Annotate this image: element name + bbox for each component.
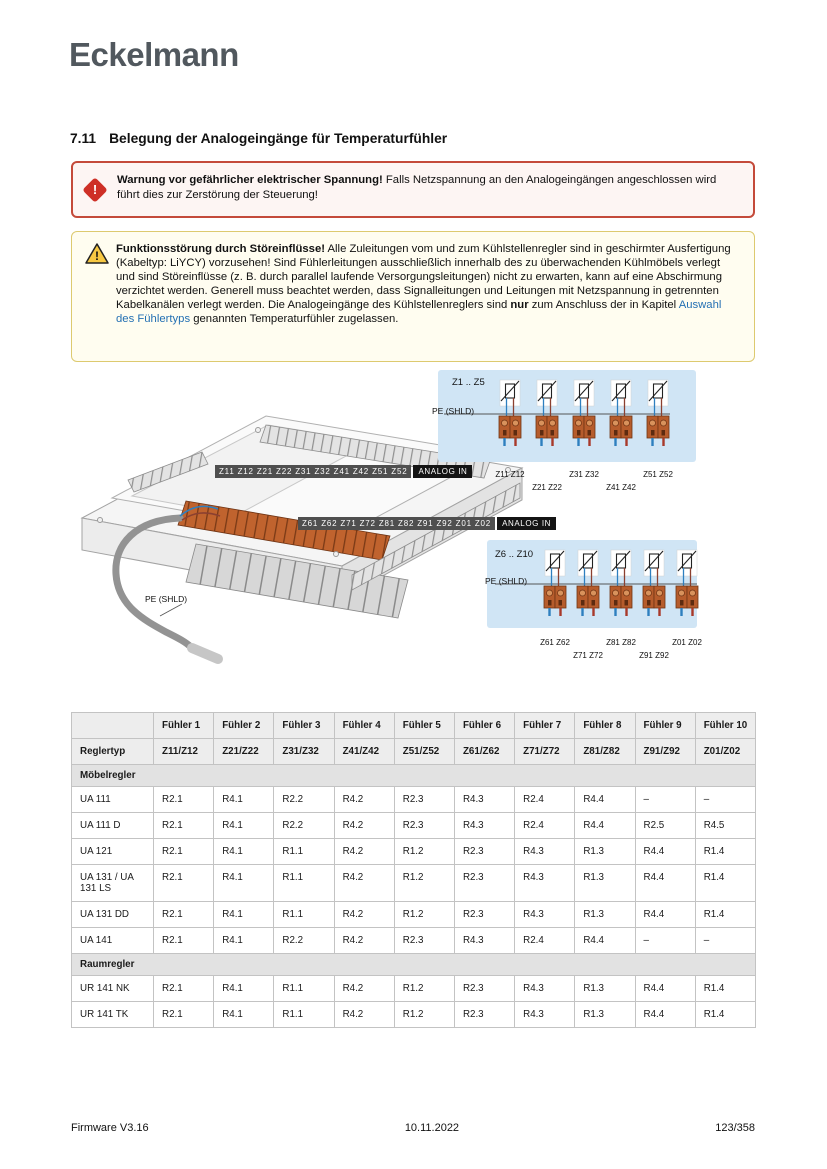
section-number: 7.11	[70, 131, 97, 146]
value-cell: R4.2	[334, 1002, 394, 1028]
table-head	[72, 713, 756, 765]
strip1-terminal-labels: Z11 Z12 Z21 Z22 Z31 Z32 Z41 Z42 Z51 Z52	[215, 465, 411, 478]
value-cell: R4.3	[515, 976, 575, 1002]
regler-type-cell: UR 141 TK	[72, 1002, 154, 1028]
header-cell: Fühler 4	[334, 713, 394, 739]
value-cell: R1.3	[575, 839, 635, 865]
value-cell: R2.3	[454, 976, 514, 1002]
value-cell: –	[635, 787, 695, 813]
header-cell: Fühler 9	[635, 713, 695, 739]
value-cell: R2.1	[154, 813, 214, 839]
danger-notice	[71, 161, 755, 218]
regler-type-cell: UA 111	[72, 787, 154, 813]
header-cell: Z21/Z22	[214, 739, 274, 765]
value-cell: R2.1	[154, 902, 214, 928]
table-row	[72, 865, 756, 902]
value-cell: R4.1	[214, 787, 274, 813]
value-cell: R2.1	[154, 976, 214, 1002]
table-row	[72, 928, 756, 954]
header-cell: Reglertyp	[72, 739, 154, 765]
value-cell: R2.1	[154, 865, 214, 902]
terminal-label: Z81 Z82	[606, 638, 636, 647]
regler-type-cell: UA 131 DD	[72, 902, 154, 928]
caution-title: Funktionsstörung durch Störeinflüsse!	[116, 243, 325, 255]
value-cell: R2.2	[274, 813, 334, 839]
value-cell: R4.2	[334, 976, 394, 1002]
caution-icon-glyph: !	[95, 249, 99, 263]
terminal-header-row	[72, 739, 756, 765]
caution-body-1: Alle Zuleitungen vom und zum Kühlstellenregler sind in geschirmter Ausfertigung (Kabeltyp: LiYCY) vorzusehen! Sind Fühlerleitungen ausschließlich innerhalb des zu überwachenden Kühlmöbels verlegt und sind Störeinflüsse (z. B. durch parallel laufende Versorgungsleitungen) nicht zu erwarten, kann auf eine Abschirmung verzichtet werden. Generell muss beachtet werden, dass Signalleitungen und Leitungen mit Netzspannung in getrennten Kabelkanälen verlegt werden. Die Analogeingänge des Kühlstellenreglers sind	[116, 243, 731, 311]
pe-shield-label-panel2: PE (SHLD)	[485, 576, 528, 586]
value-cell: R2.3	[394, 787, 454, 813]
value-cell: R2.1	[154, 1002, 214, 1028]
value-cell: R4.1	[214, 1002, 274, 1028]
value-cell: R1.1	[274, 1002, 334, 1028]
wiring-diagram	[70, 368, 775, 703]
value-cell: R4.3	[454, 813, 514, 839]
analog-in-strip-2	[298, 517, 556, 530]
eckelmann-logo: Eckelmann	[69, 36, 239, 73]
value-cell: R4.2	[334, 787, 394, 813]
header-cell	[72, 713, 154, 739]
value-cell: R1.4	[695, 902, 755, 928]
caution-warning-icon	[85, 243, 109, 268]
header-cell: Z41/Z42	[334, 739, 394, 765]
value-cell: R4.2	[334, 813, 394, 839]
danger-body: Falls Netzspannung an den Analogeingängen angeschlossen wird führt dies zur Zerstörung der Steuerung!	[117, 174, 717, 202]
value-cell: R4.1	[214, 928, 274, 954]
value-cell: R1.1	[274, 976, 334, 1002]
header-cell: Z61/Z62	[454, 739, 514, 765]
value-cell: R2.4	[515, 928, 575, 954]
header-cell: Fühler 2	[214, 713, 274, 739]
header-cell: Fühler 5	[394, 713, 454, 739]
header-cell: Fühler 8	[575, 713, 635, 739]
danger-text	[117, 173, 735, 204]
panel1-wiring-svg	[430, 370, 702, 500]
panel2-title: Z6 .. Z10	[495, 549, 534, 560]
header-cell: Fühler 1	[154, 713, 214, 739]
value-cell: R1.3	[575, 865, 635, 902]
value-cell: –	[695, 928, 755, 954]
footer-firmware: Firmware V3.16	[71, 1122, 149, 1134]
value-cell: R1.1	[274, 902, 334, 928]
caution-text	[116, 242, 736, 326]
value-cell: R4.5	[695, 813, 755, 839]
regler-type-cell: UR 141 NK	[72, 976, 154, 1002]
section-label: Raumregler	[72, 954, 756, 976]
pe-shield-label-panel1: PE (SHLD)	[432, 406, 475, 416]
table-row	[72, 787, 756, 813]
header-cell: Z81/Z82	[575, 739, 635, 765]
value-cell: R4.1	[214, 813, 274, 839]
section-title: Belegung der Analogeingänge für Temperaturfühler	[109, 131, 448, 146]
value-cell: R2.2	[274, 787, 334, 813]
value-cell: R1.3	[575, 976, 635, 1002]
section-row	[72, 765, 756, 787]
header-cell: Fühler 3	[274, 713, 334, 739]
section-heading	[70, 131, 447, 146]
terminal-label: Z31 Z32	[569, 470, 599, 479]
header-cell: Z51/Z52	[394, 739, 454, 765]
terminal-label: Z91 Z92	[639, 651, 669, 660]
value-cell: R4.3	[454, 787, 514, 813]
regler-type-cell: UA 141	[72, 928, 154, 954]
value-cell: R1.4	[695, 1002, 755, 1028]
footer-date: 10.11.2022	[404, 1122, 460, 1134]
sensor-assignment-table	[71, 712, 756, 1028]
footer-page-number: 123/358	[715, 1122, 755, 1134]
value-cell: R2.3	[454, 1002, 514, 1028]
regler-type-cell: UA 111 D	[72, 813, 154, 839]
panel1-title: Z1 .. Z5	[452, 377, 485, 388]
value-cell: R4.4	[635, 839, 695, 865]
value-cell: R1.2	[394, 1002, 454, 1028]
value-cell: R4.3	[515, 902, 575, 928]
value-cell: R4.2	[334, 928, 394, 954]
terminal-label: Z41 Z42	[606, 483, 636, 492]
header-cell: Z31/Z32	[274, 739, 334, 765]
value-cell: R4.4	[575, 787, 635, 813]
value-cell: R4.4	[635, 1002, 695, 1028]
value-cell: R4.4	[575, 813, 635, 839]
value-cell: R2.3	[394, 928, 454, 954]
value-cell: R4.2	[334, 839, 394, 865]
value-cell: R2.1	[154, 839, 214, 865]
value-cell: R4.3	[515, 865, 575, 902]
fuehler-header-row	[72, 713, 756, 739]
value-cell: R2.3	[454, 902, 514, 928]
caution-notice	[71, 231, 755, 362]
value-cell: R2.4	[515, 787, 575, 813]
value-cell: R4.1	[214, 902, 274, 928]
value-cell: R4.2	[334, 865, 394, 902]
value-cell: R1.2	[394, 976, 454, 1002]
header-cell: Z01/Z02	[695, 739, 755, 765]
strip1-analog-in-label: ANALOG IN	[413, 465, 472, 478]
value-cell: R2.1	[154, 787, 214, 813]
page-footer	[71, 1122, 755, 1134]
header-cell: Fühler 10	[695, 713, 755, 739]
value-cell: R1.3	[575, 902, 635, 928]
danger-title: Warnung vor gefährlicher elektrischer Spannung!	[117, 174, 383, 186]
value-cell: R4.1	[214, 839, 274, 865]
table-body	[72, 765, 756, 1028]
header-cell: Z11/Z12	[154, 739, 214, 765]
table-row	[72, 976, 756, 1002]
strip2-terminal-labels: Z61 Z62 Z71 Z72 Z81 Z82 Z91 Z92 Z01 Z02	[298, 517, 495, 530]
value-cell: R1.2	[394, 865, 454, 902]
value-cell: R1.1	[274, 839, 334, 865]
value-cell: R1.2	[394, 902, 454, 928]
pe-shield-label-main: PE (SHLD)	[145, 594, 188, 604]
terminal-label: Z71 Z72	[573, 651, 603, 660]
value-cell: R1.4	[695, 839, 755, 865]
value-cell: R4.2	[334, 902, 394, 928]
terminal-label: Z11 Z12	[495, 470, 525, 479]
value-cell: R4.1	[214, 976, 274, 1002]
terminal-label: Z51 Z52	[643, 470, 673, 479]
value-cell: –	[695, 787, 755, 813]
value-cell: R2.2	[274, 928, 334, 954]
table-row	[72, 902, 756, 928]
value-cell: R1.2	[394, 839, 454, 865]
value-cell: R4.4	[575, 928, 635, 954]
header-cell: Fühler 7	[515, 713, 575, 739]
caution-body-2: zum Anschluss der in Kapitel	[531, 299, 677, 311]
table-row	[72, 1002, 756, 1028]
value-cell: R4.4	[635, 976, 695, 1002]
value-cell: –	[635, 928, 695, 954]
danger-icon-glyph: !	[92, 182, 98, 197]
header-cell: Z91/Z92	[635, 739, 695, 765]
strip2-analog-in-label: ANALOG IN	[497, 517, 556, 530]
value-cell: R1.3	[575, 1002, 635, 1028]
regler-type-cell: UA 131 / UA 131 LS	[72, 865, 154, 902]
header-cell: Z71/Z72	[515, 739, 575, 765]
value-cell: R2.4	[515, 813, 575, 839]
high-voltage-warning-icon	[82, 177, 107, 202]
value-cell: R4.4	[635, 902, 695, 928]
fuehlertyp-chapter-link[interactable]: Auswahl des Fühlertyps	[116, 299, 722, 325]
value-cell: R1.1	[274, 865, 334, 902]
terminal-label: Z01 Z02	[672, 638, 702, 647]
table-row	[72, 839, 756, 865]
section-row	[72, 954, 756, 976]
value-cell: R4.3	[515, 1002, 575, 1028]
value-cell: R4.3	[454, 928, 514, 954]
value-cell: R1.4	[695, 865, 755, 902]
section-label: Möbelregler	[72, 765, 756, 787]
value-cell: R4.1	[214, 865, 274, 902]
sensor-detail-panel-2	[485, 540, 705, 670]
table-row	[72, 813, 756, 839]
terminal-label: Z21 Z22	[532, 483, 562, 492]
value-cell: R4.4	[635, 865, 695, 902]
value-cell: R2.5	[635, 813, 695, 839]
value-cell: R2.3	[454, 865, 514, 902]
caution-body-3: genannten Temperaturfühler zugelassen.	[193, 313, 399, 325]
value-cell: R2.1	[154, 928, 214, 954]
sensor-detail-panel-1	[430, 370, 702, 500]
warning-triangle-icon	[85, 243, 109, 264]
terminal-label: Z61 Z62	[540, 638, 570, 647]
value-cell: R2.3	[454, 839, 514, 865]
caution-bold-word: nur	[510, 299, 529, 311]
value-cell: R4.3	[515, 839, 575, 865]
header-cell: Fühler 6	[454, 713, 514, 739]
regler-type-cell: UA 121	[72, 839, 154, 865]
value-cell: R2.3	[394, 813, 454, 839]
value-cell: R1.4	[695, 976, 755, 1002]
